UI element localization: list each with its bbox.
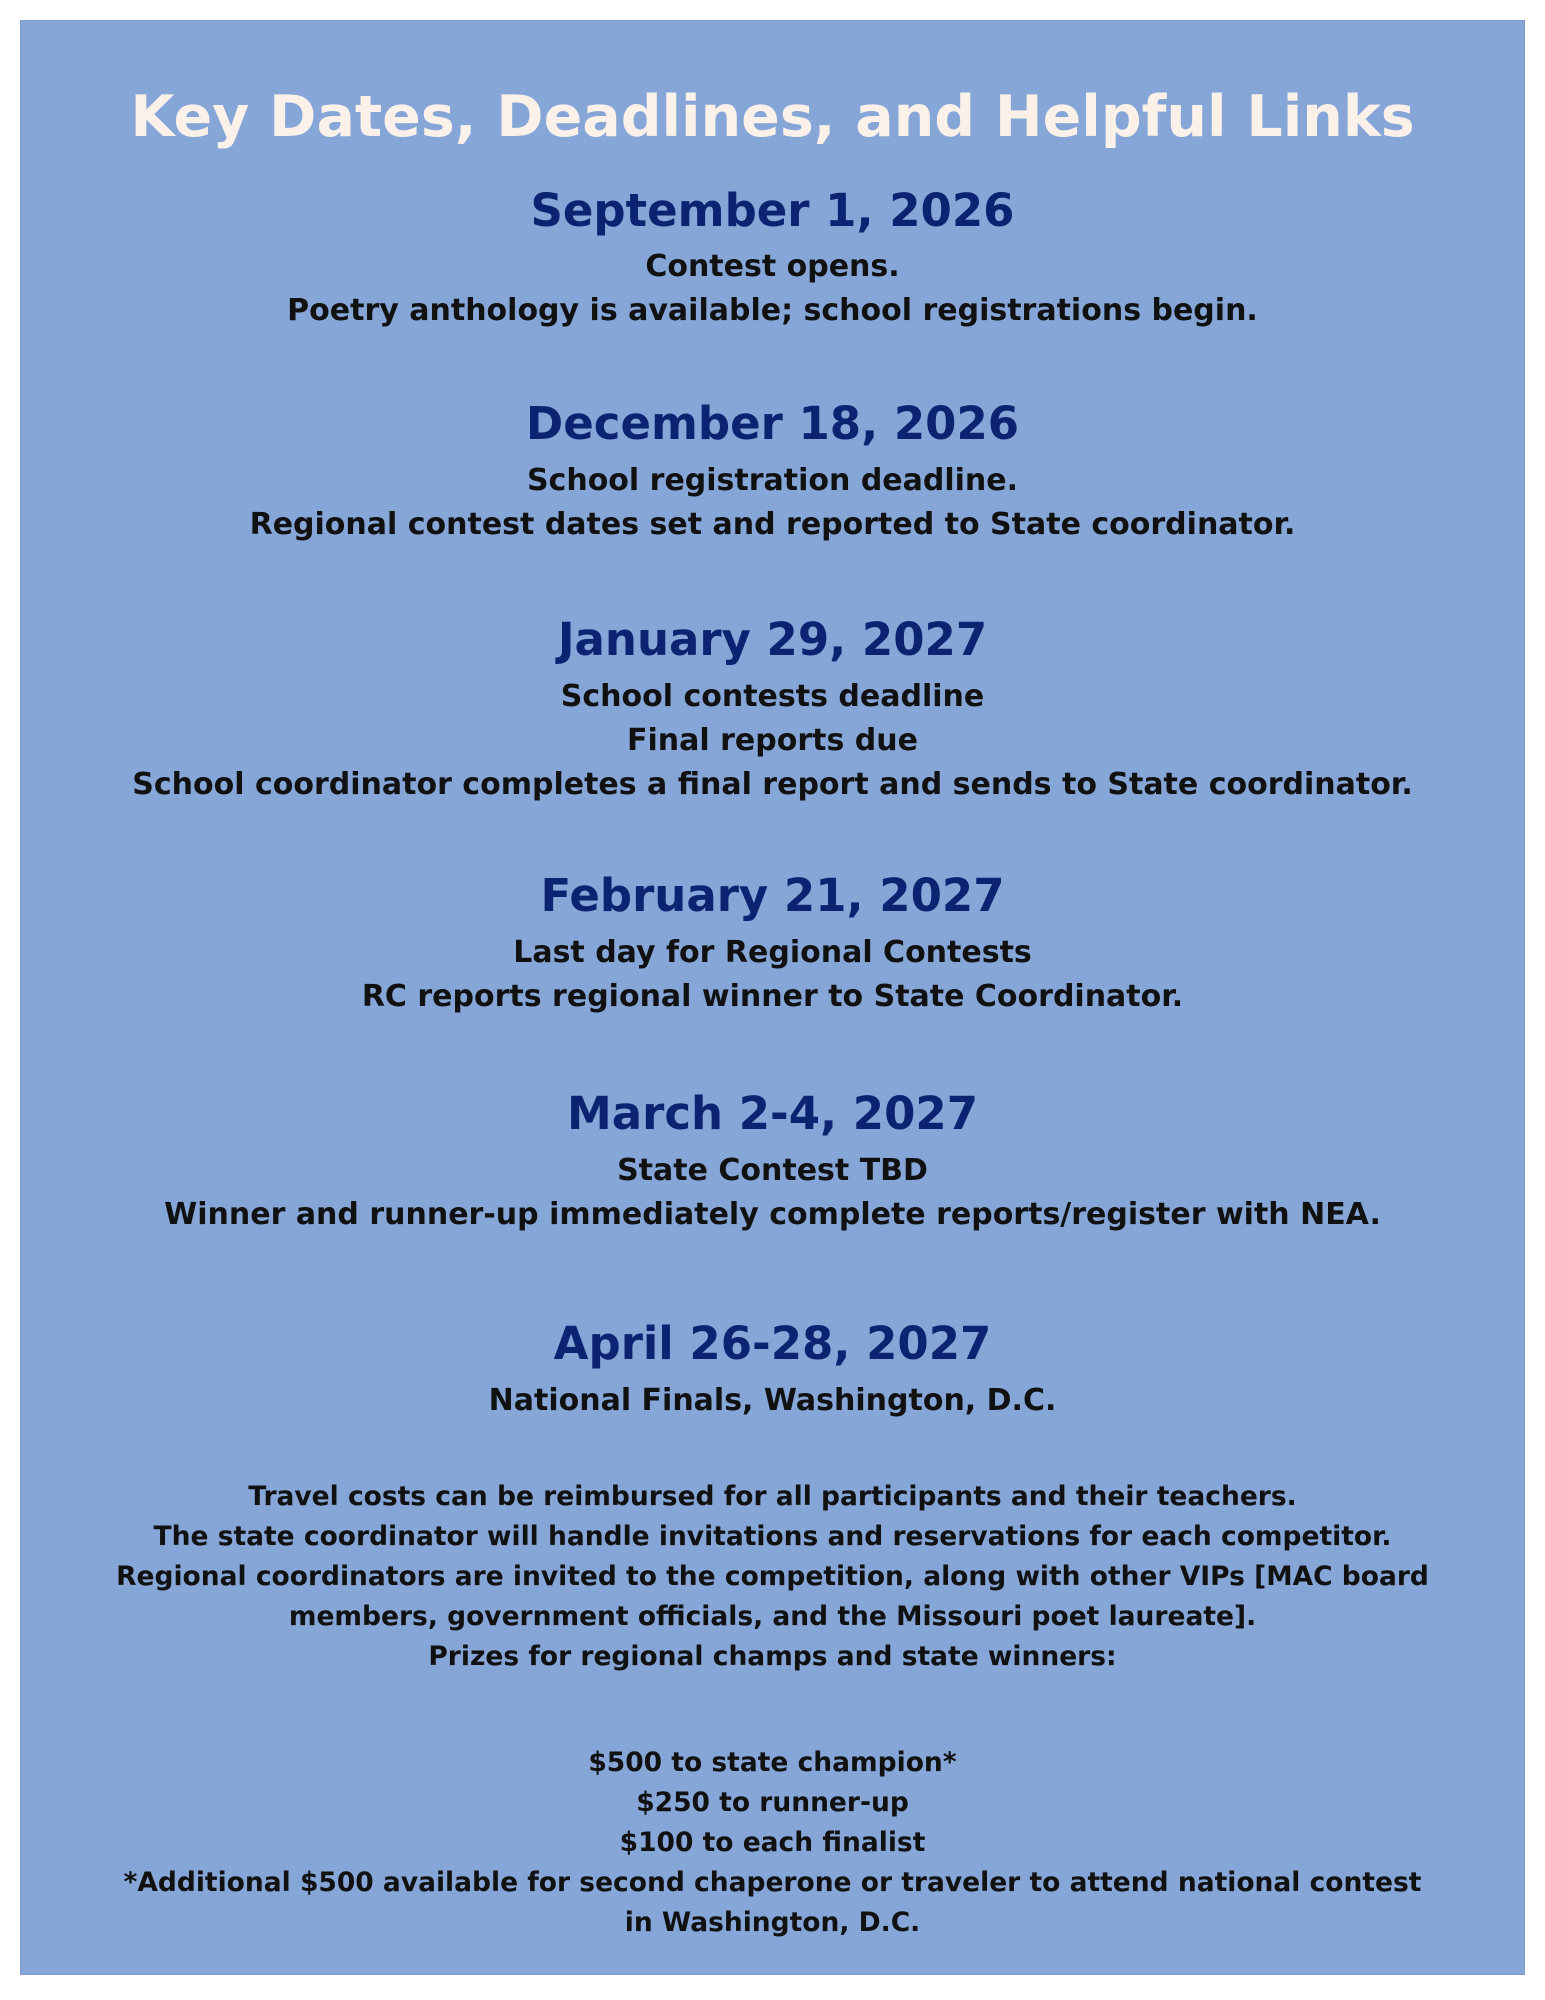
event-detail: RC reports regional winner to State Coordinator. bbox=[361, 979, 1184, 1014]
event-detail: Final reports due bbox=[627, 723, 918, 758]
note-line: Travel costs can be reimbursed for all participants and their teachers. bbox=[248, 1481, 1297, 1512]
event-detail: School contests deadline bbox=[560, 679, 985, 714]
note-line: Prizes for regional champs and state winners: bbox=[428, 1641, 1117, 1672]
note-line: The state coordinator will handle invitations and reservations for each competitor. bbox=[153, 1521, 1392, 1552]
event-detail: State Contest TBD bbox=[617, 1153, 928, 1188]
note-line: members, government officials, and the Missouri poet laureate]. bbox=[288, 1601, 1257, 1632]
event-detail: Last day for Regional Contests bbox=[513, 935, 1032, 970]
prize-line: $100 to each finalist bbox=[619, 1827, 926, 1858]
event-detail: Winner and runner-up immediately complete reports/register with NEA. bbox=[164, 1197, 1381, 1232]
event-date: January 29, 2027 bbox=[557, 613, 988, 666]
prize-footnote: in Washington, D.C. bbox=[624, 1907, 921, 1938]
event-detail: Poetry anthology is available; school registrations begin. bbox=[287, 293, 1258, 328]
event-date: February 21, 2027 bbox=[540, 869, 1005, 922]
info-panel bbox=[20, 20, 1525, 1975]
event-detail: Contest opens. bbox=[645, 249, 900, 284]
prize-line: $250 to runner-up bbox=[636, 1787, 909, 1818]
event-detail: School registration deadline. bbox=[526, 463, 1019, 498]
page-title: Key Dates, Deadlines, and Helpful Links bbox=[130, 84, 1415, 150]
event-detail: Regional contest dates set and reported to State coordinator. bbox=[249, 507, 1296, 542]
event-date: March 2-4, 2027 bbox=[566, 1087, 979, 1140]
event-detail: National Finals, Washington, D.C. bbox=[488, 1383, 1057, 1418]
prize-line: $500 to state champion* bbox=[588, 1747, 957, 1778]
note-line: Regional coordinators are invited to the competition, along with other VIPs [MAC board bbox=[116, 1561, 1429, 1592]
event-date: September 1, 2026 bbox=[530, 184, 1015, 237]
prize-footnote: *Additional $500 available for second chaperone or traveler to attend national contest bbox=[123, 1867, 1422, 1898]
event-date: December 18, 2026 bbox=[525, 397, 1020, 450]
event-detail: School coordinator completes a final report and sends to State coordinator. bbox=[132, 767, 1413, 802]
event-date: April 26-28, 2027 bbox=[553, 1317, 992, 1370]
